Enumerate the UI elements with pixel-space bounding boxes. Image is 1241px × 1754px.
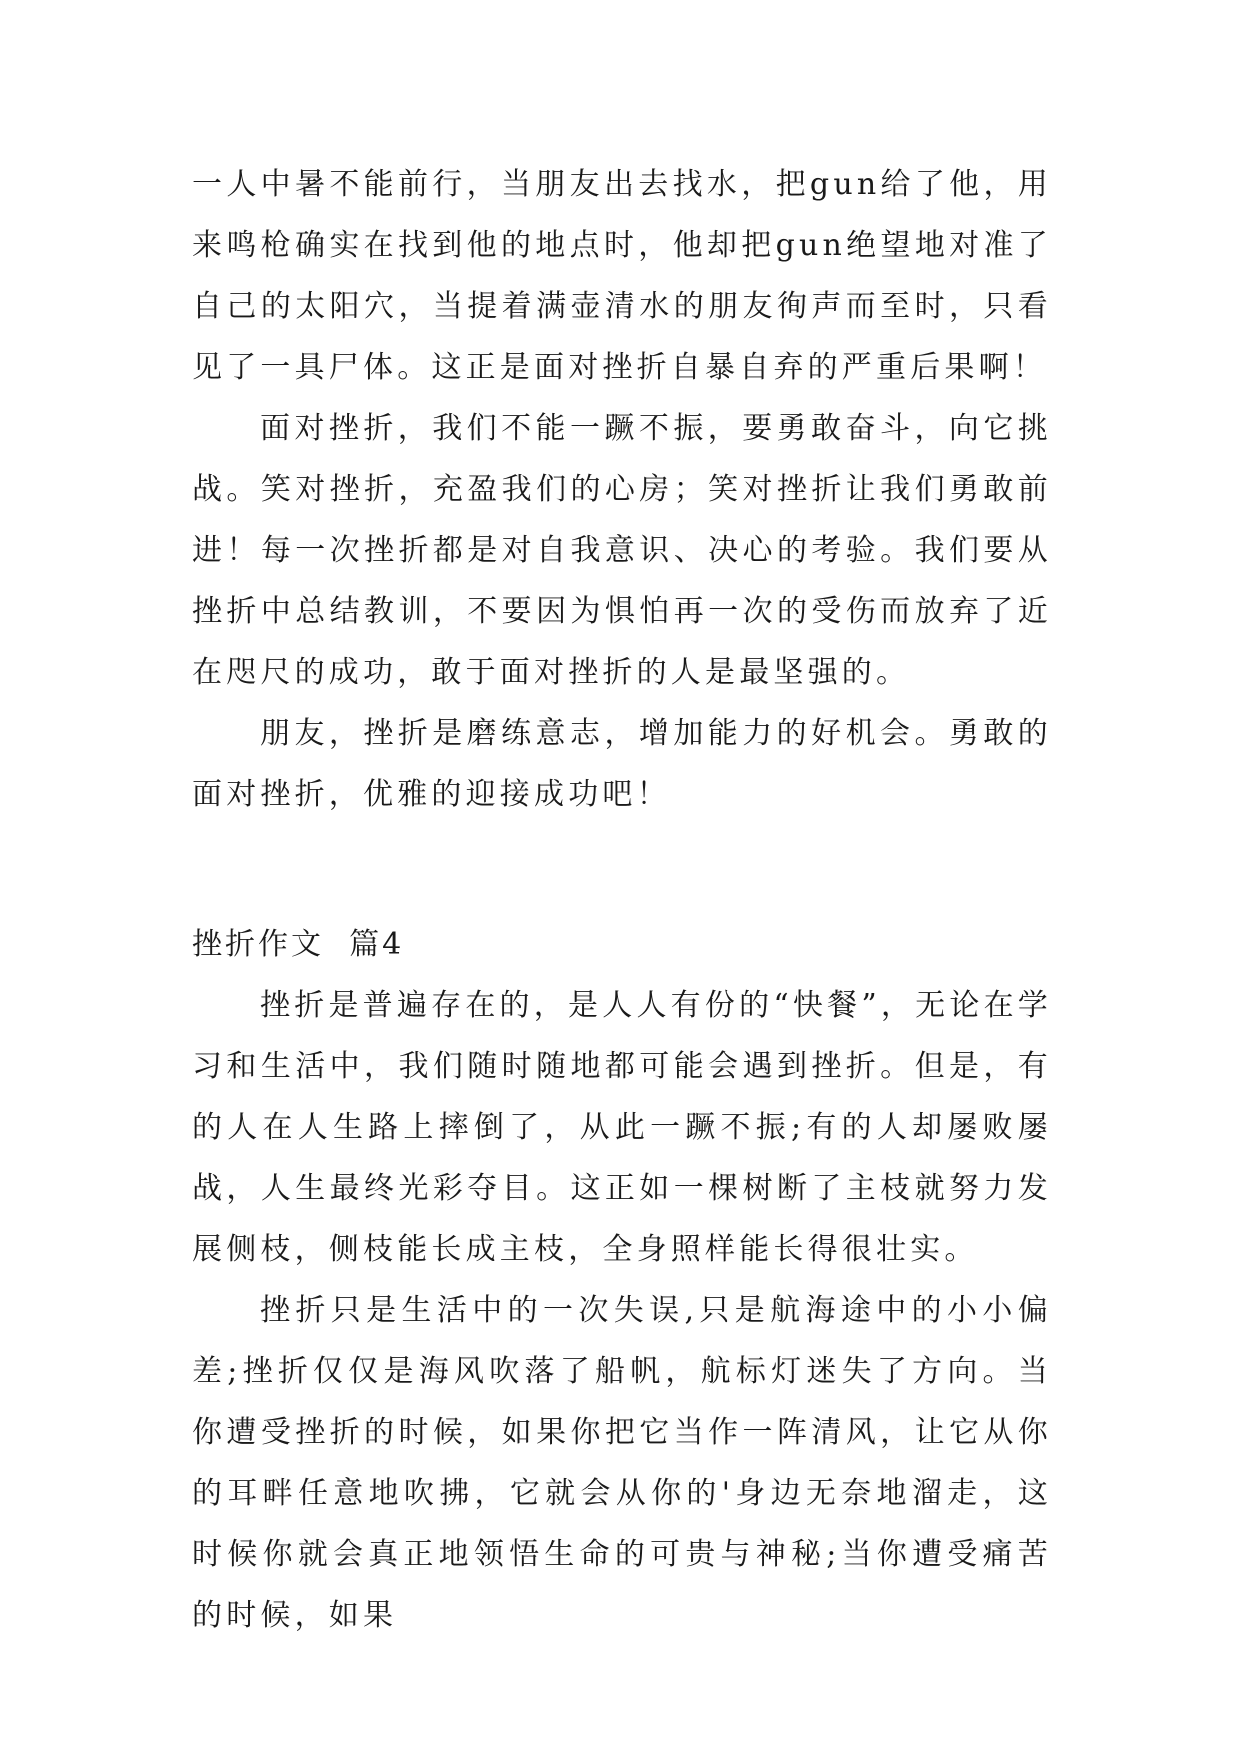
paragraph-3: 朋友，挫折是磨练意志，增加能力的好机会。勇敢的面对挫折，优雅的迎接成功吧！ [192,716,1052,812]
previous-section-body [192,154,1052,825]
paragraph-1: 一人中暑不能前行，当朋友出去找水，把gun给了他，用来鸣枪确实在找到他的地点时，他却把gun绝望地对准了自己的太阳穴，当提着满壶清水的朋友徇声而至时，只看见了一具尸体。这正是面对挫折自暴自弃的严重后果啊！ [192,167,1052,385]
paragraph-2: 面对挫折，我们不能一蹶不振，要勇敢奋斗，向它挑战。笑对挫折，充盈我们的心房；笑对挫折让我们勇敢前进！每一次挫折都是对自我意识、决心的考验。我们要从挫折中总结教训，不要因为惧怕再一次的受伤而放弃了近在咫尺的成功，敢于面对挫折的人是最坚强的。 [192,411,1052,690]
paragraph-4: 挫折是普遍存在的，是人人有份的“快餐”，无论在学习和生活中，我们随时随地都可能会遇到挫折。但是，有的人在人生路上摔倒了，从此一蹶不振;有的人却屡败屡战，人生最终光彩夺目。这正如一棵树断了主枝就努力发展侧枝，侧枝能长成主枝，全身照样能长得很壮实。 [192,988,1052,1267]
paragraph-5: 挫折只是生活中的一次失误,只是航海途中的小小偏差;挫折仅仅是海风吹落了船帆，航标灯迷失了方向。当你遭受挫折的时候，如果你把它当作一阵清风，让它从你的耳畔任意地吹拂，它就会从你的'身边无奈地溜走，这时候你就会真正地领悟生命的可贵与神秘;当你遭受痛苦的时候，如果 [192,1293,1052,1633]
section-heading: 挫折作文 篇4 [192,927,405,962]
section-4-body [192,975,1052,1646]
